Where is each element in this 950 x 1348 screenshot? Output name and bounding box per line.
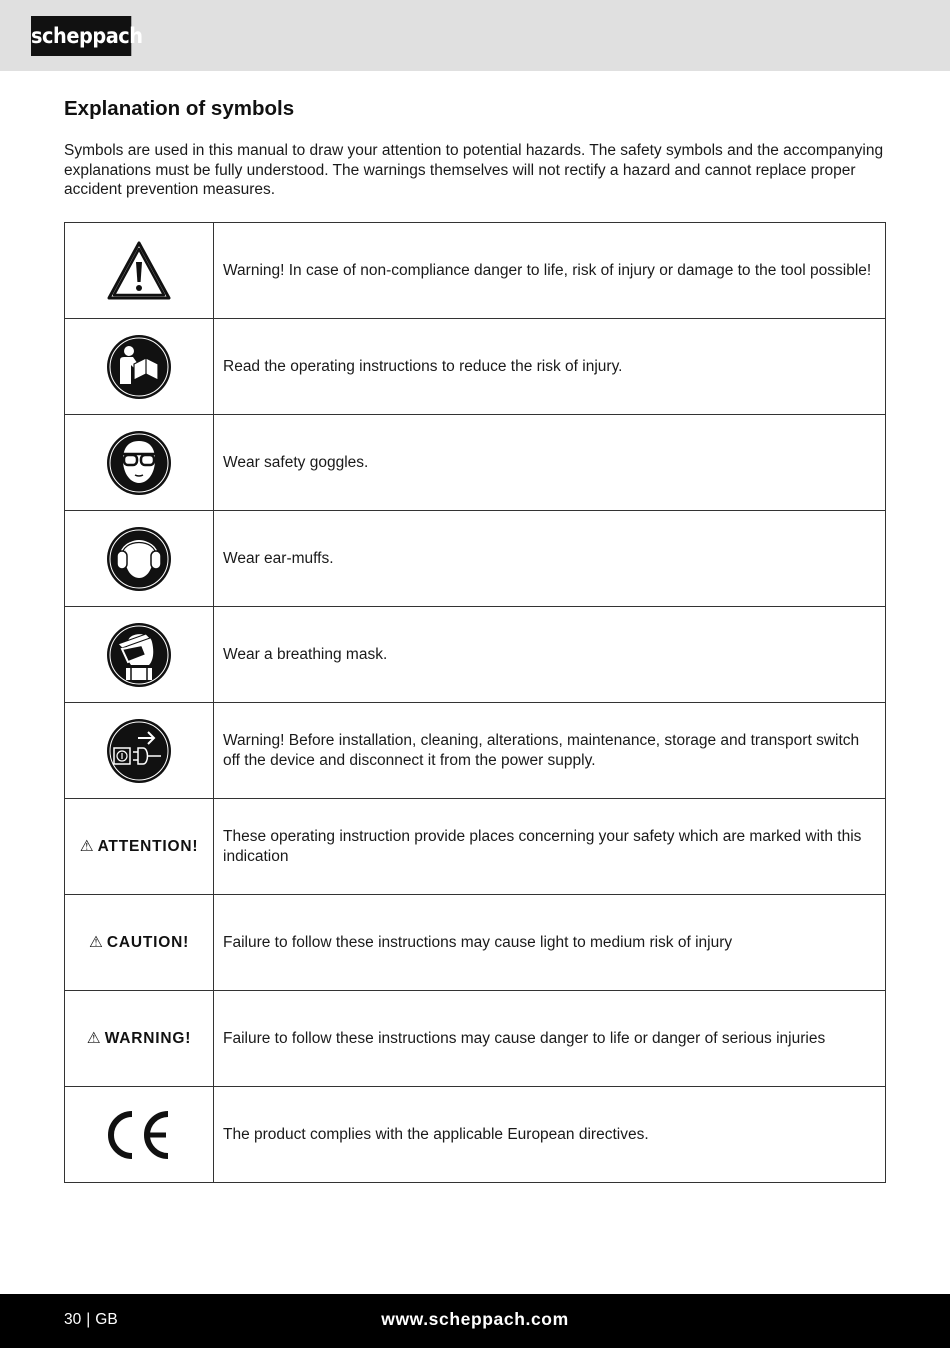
page-number: 30 | GB bbox=[64, 1311, 118, 1328]
symbol-description: Read the operating instructions to reduce the risk of injury. bbox=[214, 319, 886, 415]
safety-goggles-icon bbox=[106, 430, 172, 496]
table-row bbox=[65, 1087, 886, 1183]
symbol-cell bbox=[65, 703, 214, 799]
warning-small-icon: ⚠ bbox=[79, 838, 94, 855]
table-row bbox=[65, 223, 886, 319]
table-row bbox=[65, 895, 886, 991]
table-row bbox=[65, 319, 886, 415]
scheppach-logo: scheppach bbox=[31, 16, 131, 56]
symbol-description: Wear ear-muffs. bbox=[214, 511, 886, 607]
page-title: Explanation of symbols bbox=[64, 97, 295, 120]
symbol-cell bbox=[65, 1087, 214, 1183]
signal-word-warning: ⚠ WARNING! bbox=[86, 1030, 192, 1047]
symbol-description: Warning! In case of non-compliance danger to life, risk of injury or damage to the tool possible! bbox=[214, 223, 886, 319]
symbol-cell bbox=[65, 319, 214, 415]
breathing-mask-icon bbox=[106, 622, 172, 688]
symbol-description: Wear safety goggles. bbox=[214, 415, 886, 511]
symbols-table bbox=[64, 222, 886, 1183]
page-header bbox=[0, 0, 950, 71]
symbol-cell bbox=[65, 895, 214, 991]
symbol-cell bbox=[65, 223, 214, 319]
symbol-description: Failure to follow these instructions may cause danger to life or danger of serious injuries bbox=[214, 991, 886, 1087]
language-code: GB bbox=[95, 1311, 118, 1328]
symbol-description: Warning! Before installation, cleaning, alterations, maintenance, storage and transport switch off the device and disconnect it from the power supply. bbox=[214, 703, 886, 799]
table-row bbox=[65, 991, 886, 1087]
disconnect-power-icon bbox=[106, 718, 172, 784]
warning-small-icon: ⚠ bbox=[88, 934, 103, 951]
page-footer bbox=[0, 1294, 950, 1348]
signal-word-attention: ⚠ ATTENTION! bbox=[79, 838, 199, 855]
symbol-description: These operating instruction provide places concerning your safety which are marked with this indication bbox=[214, 799, 886, 895]
symbol-cell bbox=[65, 799, 214, 895]
symbol-cell bbox=[65, 415, 214, 511]
symbol-description: Wear a breathing mask. bbox=[214, 607, 886, 703]
ce-mark-icon bbox=[104, 1110, 174, 1160]
read-manual-icon bbox=[106, 334, 172, 400]
table-row bbox=[65, 703, 886, 799]
symbol-cell bbox=[65, 991, 214, 1087]
website-link[interactable]: www.scheppach.com bbox=[381, 1309, 569, 1329]
signal-word-caution: ⚠ CAUTION! bbox=[88, 934, 190, 951]
intro-paragraph: Symbols are used in this manual to draw your attention to potential hazards. The safety symbols and the accompanying explanations must be fully understood. The warnings themselves will not rectify a hazard and cannot replace proper accident prevention measures. bbox=[64, 142, 884, 198]
symbol-cell bbox=[65, 511, 214, 607]
ear-muffs-icon bbox=[106, 526, 172, 592]
table-row bbox=[65, 607, 886, 703]
warning-triangle-icon bbox=[106, 240, 172, 302]
table-row bbox=[65, 799, 886, 895]
symbol-description: The product complies with the applicable European directives. bbox=[214, 1087, 886, 1183]
warning-small-icon: ⚠ bbox=[86, 1030, 101, 1047]
table-row bbox=[65, 511, 886, 607]
table-row bbox=[65, 415, 886, 511]
symbol-description: Failure to follow these instructions may cause light to medium risk of injury bbox=[214, 895, 886, 991]
symbol-cell bbox=[65, 607, 214, 703]
